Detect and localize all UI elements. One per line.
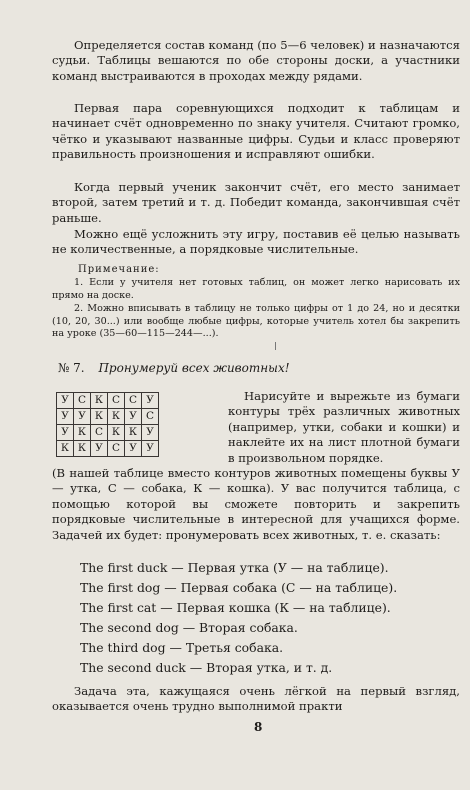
paragraph-first-pair: Первая пара соревнующихся подходит к таблицам и начинает счёт одновременно по знаку учителя. Считают громко, чётко и указывают названные цифры. Судьи и класс проверяют правильность произношения и исправляют ошибки.: [52, 101, 460, 162]
table-cell: С: [108, 393, 125, 409]
example-line: [80, 580, 397, 595]
example-english: The third dog: [80, 640, 166, 655]
table-cell: К: [108, 425, 125, 441]
task-body-text: (В нашей таблице вместо контуров животных помещены буквы У — утка, С — собака, К — кошка). У вас получится таблица, с помощью которой вы сможете повторить и закрепить порядковые числительные в интересной для учащихся форме. Задачей их будет: пронумеровать всех животных, т. е. сказать:: [52, 466, 460, 542]
closing-paragraph: Задача эта, кажущаяся очень лёгкой на первый взгляд, оказывается очень трудно выполнимой практи: [52, 684, 460, 714]
note-item-1: 1. Если у учителя нет готовых таблиц, он может легко нарисовать их прямо на доске.: [52, 277, 460, 301]
table-row: [57, 409, 159, 425]
table-cell: У: [142, 393, 159, 409]
table-cell: К: [108, 409, 125, 425]
example-line: [80, 560, 389, 575]
table-cell: У: [142, 441, 159, 457]
table-cell: У: [125, 441, 142, 457]
example-english: The first dog: [80, 580, 161, 595]
table-cell: К: [74, 441, 91, 457]
page-number: 8: [254, 720, 263, 734]
example-line: [80, 660, 332, 675]
table-cell: С: [91, 425, 108, 441]
example-english: The second duck: [80, 660, 186, 675]
table-cell: У: [57, 425, 74, 441]
table-cell: У: [57, 393, 74, 409]
task-intro-text: Нарисуйте и вырежьте из бумаги контуры трёх различных животных (например, утки, собаки и кошки) и наклейте их на лист плотной бумаги в произвольном порядке.: [228, 389, 460, 465]
example-russian: — Первая кошка (К — на таблице).: [156, 600, 391, 615]
task-number: № 7.: [58, 361, 85, 375]
table-row: [57, 441, 159, 457]
table-cell: С: [142, 409, 159, 425]
table-cell: К: [91, 409, 108, 425]
table-cell: У: [57, 409, 74, 425]
table-cell: К: [74, 425, 91, 441]
table-cell: К: [125, 425, 142, 441]
table-cell: У: [91, 441, 108, 457]
task-heading: [58, 361, 290, 375]
paragraph-ordinals: Можно ещё усложнить эту игру, поставив её целью называть не количественные, а порядковые числительные.: [52, 227, 460, 257]
stray-mark: [275, 342, 276, 350]
note-item-2: 2. Можно вписывать в таблицу не только цифры от 1 до 24, но и десятки (10, 20, 30...) или вообще любые цифры, которые учитель хотел бы закрепить на уроке (35—60—115—244—...).: [52, 303, 460, 340]
table-row: [57, 425, 159, 441]
paragraph-teams: Определяется состав команд (по 5—6 человек) и назначаются судьи. Таблицы вешаются по обе стороны доски, а участники команд выстраиваются в проходах между рядами.: [52, 38, 460, 83]
example-english: The second dog: [80, 620, 179, 635]
example-russian: — Первая собака (С — на таблице).: [160, 580, 398, 595]
example-russian: — Первая утка (У — на таблице).: [167, 560, 389, 575]
example-line: [80, 620, 298, 635]
example-line: [80, 640, 283, 655]
table-cell: У: [74, 409, 91, 425]
example-line: [80, 600, 391, 615]
table-cell: С: [108, 441, 125, 457]
table-cell: К: [57, 441, 74, 457]
example-english: The first duck: [80, 560, 168, 575]
table-cell: С: [74, 393, 91, 409]
paragraph-winner: Когда первый ученик закончит счёт, его место занимает второй, затем третий и т. д. Победит команда, закончившая счёт раньше.: [52, 180, 460, 225]
example-russian: — Вторая собака.: [178, 620, 298, 635]
table-row: [57, 393, 159, 409]
animal-letter-table: [56, 392, 159, 457]
example-russian: — Третья собака.: [165, 640, 284, 655]
table-cell: У: [142, 425, 159, 441]
table-cell: С: [125, 393, 142, 409]
example-russian: — Вторая утка, и т. д.: [185, 660, 333, 675]
table-cell: К: [91, 393, 108, 409]
task-title: Пронумеруй всех животных!: [98, 361, 290, 375]
table-cell: У: [125, 409, 142, 425]
example-english: The first cat: [80, 600, 157, 615]
note-heading: Примечание:: [78, 264, 160, 275]
